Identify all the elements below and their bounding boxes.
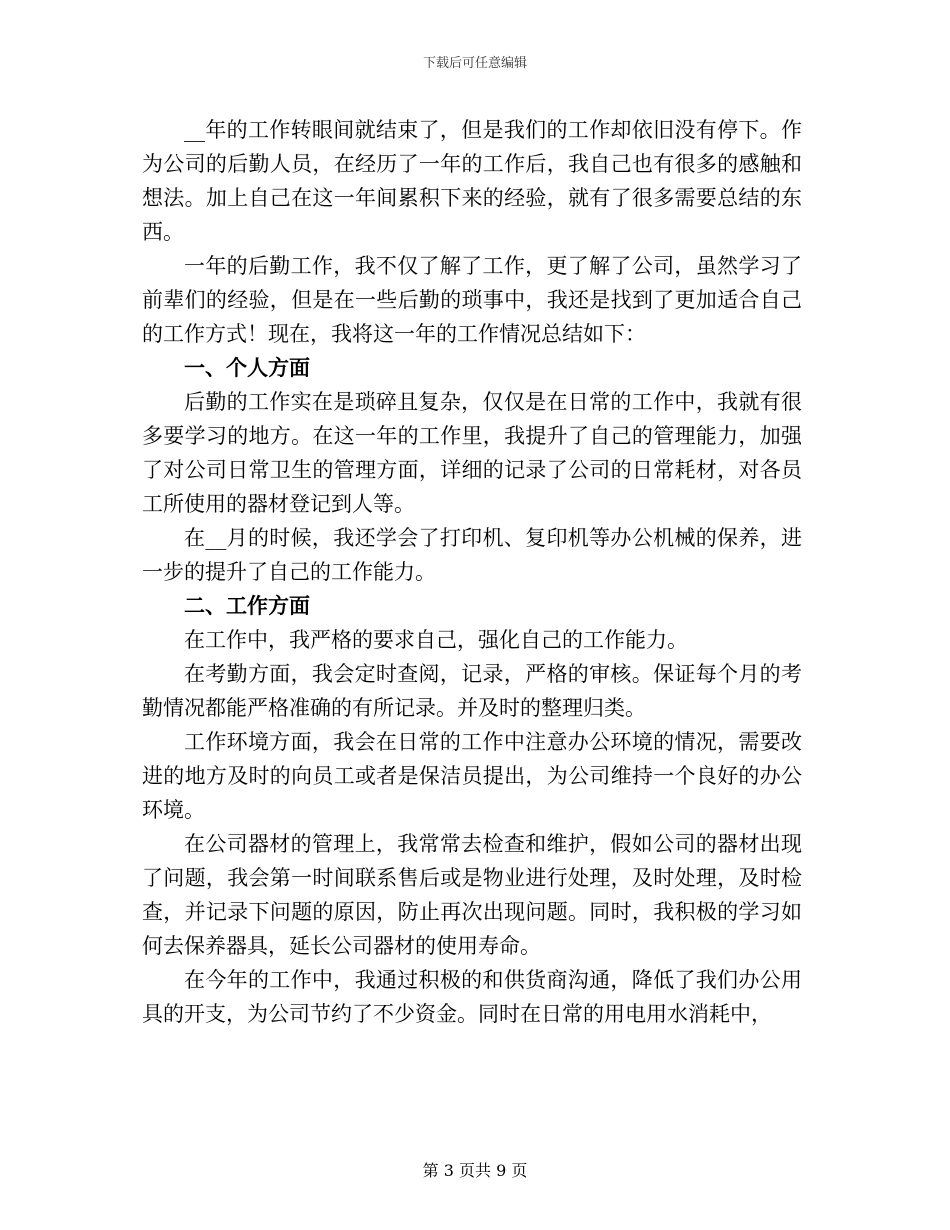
paragraph-environment: 工作环境方面，我会在日常的工作中注意办公环境的情况，需要改进的地方及时的向员工或者是保洁员提出，为公司维持一个良好的办公环境。 <box>142 730 802 822</box>
paragraph-intro: __年的工作转眼间就结束了，但是我们的工作却依旧没有停下。作为公司的后勤人员，在经历了一年的工作后，我自己也有很多的感触和想法。加上自己在这一年间累积下来的经验，就有了很多需要总结的东西。 <box>142 118 802 244</box>
section-heading-personal: 一、个人方面 <box>184 355 310 380</box>
section-heading-work: 二、工作方面 <box>184 593 310 618</box>
paragraph-overview: 一年的后勤工作，我不仅了解了工作，更了解了公司，虽然学习了前辈们的经验，但是在一些后勤的琐事中，我还是找到了更加适合自己的工作方式！现在，我将这一年的工作情况总结如下： <box>142 254 802 346</box>
paragraph-personal-maintenance: 在__月的时候，我还学会了打印机、复印机等办公机械的保养，进一步的提升了自己的工作能力。 <box>142 526 802 584</box>
paragraph-attendance: 在考勤方面，我会定时查阅，记录，严格的审核。保证每个月的考勤情况都能严格准确的有所记录。并及时的整理归类。 <box>142 662 802 720</box>
paragraph-work-requirements: 在工作中，我严格的要求自己，强化自己的工作能力。 <box>184 628 688 652</box>
paragraph-equipment: 在公司器材的管理上，我常常去检查和维护，假如公司的器材出现了问题，我会第一时间联系售后或是物业进行处理，及时处理，及时检查，并记录下问题的原因，防止再次出现问题。同时，我积极的学习如何去保养器具，延长公司器材的使用寿命。 <box>142 832 802 958</box>
paragraph-cost-saving: 在今年的工作中，我通过积极的和供货商沟通，降低了我们办公用具的开支，为公司节约了不少资金。同时在日常的用电用水消耗中， <box>142 968 802 1026</box>
document-body <box>142 113 802 1031</box>
page-footer: 第 3 页共 9 页 <box>422 1161 528 1180</box>
page-header: 下载后可任意编辑 <box>422 56 527 71</box>
paragraph-personal-management: 后勤的工作实在是琐碎且复杂，仅仅是在日常的工作中，我就有很多要学习的地方。在这一年的工作里，我提升了自己的管理能力，加强了对公司日常卫生的管理方面，详细的记录了公司的日常耗材，对各员工所使用的器材登记到人等。 <box>142 390 802 516</box>
